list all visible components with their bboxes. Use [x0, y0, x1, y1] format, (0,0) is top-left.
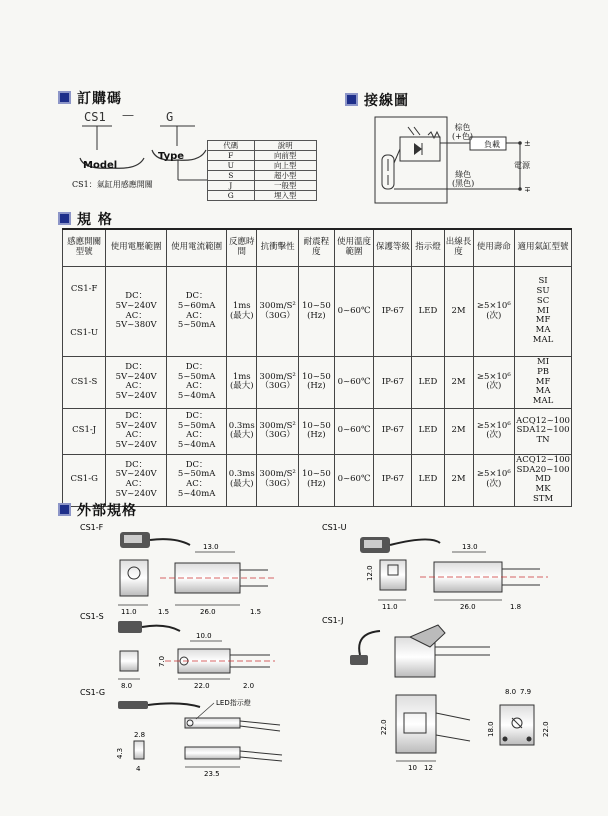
- type-code: U: [208, 161, 255, 171]
- spec-cell-line: AC：5~50mA: [177, 310, 216, 331]
- spec-cell-model: [63, 267, 106, 357]
- cs1-j-label: CS1-J: [322, 616, 344, 625]
- cs1-j-dim-r2: 22.0: [542, 721, 550, 737]
- cs1-u-label: CS1-U: [322, 523, 347, 532]
- spec-cell-protection: IP-67: [374, 267, 412, 357]
- spec-cell-indicator: LED: [412, 408, 444, 454]
- cs1-j-dim-a: 10: [408, 764, 417, 772]
- model-label: Model: [83, 160, 118, 171]
- cs1-j-body-drawing: [395, 625, 490, 677]
- spec-cell-line: 1ms: [232, 371, 251, 382]
- spec-cell-line: MF: [535, 315, 551, 326]
- spec-cell-line: ACQ12~100: [516, 415, 570, 426]
- spec-header-response: 反應時間: [227, 229, 257, 267]
- wire-brown-label: [452, 123, 473, 141]
- spec-table: [62, 228, 572, 507]
- spec-cell-model: [63, 454, 106, 506]
- spec-cell-line: 10~50: [301, 469, 331, 480]
- spec-cell-protection: IP-67: [374, 408, 412, 454]
- spec-cell-line: DC：5V~240V: [115, 290, 157, 311]
- load-label: 負載: [484, 140, 500, 149]
- type-code-table: [207, 140, 317, 201]
- spec-cell-cable: 2M: [444, 357, 473, 409]
- section-bullet-icon: [58, 91, 71, 104]
- spec-cell-line: （30G）: [260, 430, 295, 441]
- cs1-j-dim-b: 12: [424, 764, 433, 772]
- spec-cell-indicator: LED: [412, 357, 444, 409]
- spec-cell-line: DC：5V~240V: [115, 459, 157, 480]
- ordering-heading: 訂購碼: [58, 88, 122, 108]
- spec-cell-response: [227, 408, 257, 454]
- dimensions-heading: 外部規格: [58, 500, 137, 520]
- spec-cell-line: ≥5×10⁶: [476, 420, 511, 431]
- spec-cell-line: CS1-U: [70, 327, 99, 338]
- type-code-header-code: 代碼: [208, 141, 255, 151]
- spec-cell-line: (最大): [229, 430, 254, 441]
- spec-cell-indicator: LED: [412, 454, 444, 506]
- spec-cell-line: 1ms: [232, 300, 251, 311]
- code-type: G: [166, 110, 174, 124]
- spec-cell-current: [166, 454, 226, 506]
- cs1-u-dim-a: 11.0: [382, 603, 398, 611]
- spec-cell-protection: IP-67: [374, 357, 412, 409]
- spec-cell-cylinders: [515, 408, 572, 454]
- spec-cell-line: ≥5×10⁶: [476, 469, 511, 480]
- spec-cell-line: 10~50: [301, 371, 331, 382]
- spec-cell-voltage: [106, 454, 167, 506]
- spec-cell-response: [227, 357, 257, 409]
- cs1-s-dim-a: 8.0: [121, 682, 133, 690]
- spec-row: [63, 357, 572, 409]
- wiring-heading: 接線圖: [345, 90, 409, 110]
- spec-cell-line: 10~50: [301, 420, 331, 431]
- spec-header-row: [63, 229, 572, 267]
- spec-cell-line: MK: [535, 484, 551, 495]
- cs1-u-dim-h: 12.0: [366, 565, 374, 581]
- cs1-f-photo-icon: [120, 532, 190, 548]
- spec-cell-line: (次): [486, 310, 502, 321]
- spec-header-indicator: 指示燈: [412, 229, 444, 267]
- spec-cell-voltage: [106, 408, 167, 454]
- spec-cell-life: [473, 454, 515, 506]
- power-label: 電源: [514, 161, 530, 170]
- spec-cell-line: SI: [538, 276, 548, 287]
- type-code: F: [208, 151, 255, 161]
- cs1-s-dim-c: 22.0: [194, 682, 210, 690]
- spec-cell-line: AC：5V~240V: [115, 381, 157, 402]
- spec-cell-line: AC：5~40mA: [177, 381, 216, 402]
- spec-cell-line: CS1-J: [72, 425, 97, 436]
- cs1-f-dim-top: 13.0: [203, 543, 219, 551]
- spec-cell-cylinders: [515, 267, 572, 357]
- spec-cell-line: 0.3ms: [228, 469, 255, 480]
- cs1-u-dim-d: 1.8: [510, 603, 522, 611]
- spec-cell-line: AC：5V~380V: [115, 310, 157, 331]
- spec-cell-indicator: LED: [412, 267, 444, 357]
- spec-header-temp: 使用溫度範圍: [334, 229, 374, 267]
- spec-cell-line: DC：5~50mA: [177, 361, 216, 382]
- code-model: CS1: [84, 110, 106, 124]
- wire-green-label: [452, 170, 474, 188]
- spec-cell-line: SDA20~100: [516, 464, 570, 475]
- type-desc: 向前型: [254, 151, 316, 161]
- spec-cell-line: 10~50: [301, 300, 331, 311]
- spec-row: [63, 267, 572, 357]
- type-code-row: [208, 181, 317, 191]
- spec-cell-line: SU: [536, 286, 550, 297]
- spec-cell-line: STM: [532, 493, 554, 504]
- spec-cell-life: [473, 408, 515, 454]
- spec-header-voltage: 使用電壓範圍: [106, 229, 167, 267]
- type-code: S: [208, 171, 255, 181]
- spec-cell-line: 300m/S²: [259, 469, 296, 480]
- cs1-u-photo-icon: [360, 537, 440, 553]
- spec-row: [63, 408, 572, 454]
- dimension-drawings: [0, 515, 608, 810]
- spec-cell-temp: 0~60℃: [334, 357, 374, 409]
- type-code-row: [208, 151, 317, 161]
- cs1-g-dim-c: 23.5: [204, 770, 220, 778]
- brown-label: 棕色: [454, 123, 471, 132]
- spec-cell-line: DC：5V~240V: [115, 361, 157, 382]
- cs1-j-dim-t1: 8.0: [505, 688, 517, 696]
- spec-cell-current: [166, 408, 226, 454]
- spec-cell-temp: 0~60℃: [334, 267, 374, 357]
- spec-cell-line: MAL: [532, 396, 554, 407]
- spec-cell-line: MI: [537, 357, 550, 367]
- spec-cell-response: [227, 267, 257, 357]
- spec-cell-line: AC：5~40mA: [177, 430, 216, 451]
- brown-note: (+色): [452, 132, 473, 142]
- spec-cell-line: ≥5×10⁶: [476, 300, 511, 311]
- spec-header-shock: 抗衝擊性: [257, 229, 299, 267]
- minus-terminal: ∓: [524, 185, 531, 194]
- cs1-f-dim-c: 26.0: [200, 608, 216, 616]
- model-description: CS1：氣缸用感應開關: [72, 180, 153, 189]
- cs1-j-dim-t2: 7.9: [520, 688, 532, 696]
- spec-cell-line: (Hz): [307, 479, 326, 490]
- spec-cell-line: (Hz): [307, 310, 326, 321]
- diode-icon: [414, 143, 422, 155]
- cs1-s-dim-h: 7.0: [158, 655, 166, 667]
- spec-cell-line: 300m/S²: [259, 300, 296, 311]
- type-desc: 超小型: [254, 171, 316, 181]
- spec-header-vibration: 耐震程度: [299, 229, 335, 267]
- spec-cell-vibration: [299, 267, 335, 357]
- spec-cell-cylinders: [515, 357, 572, 409]
- spec-cell-model: [63, 408, 106, 454]
- type-code-row: [208, 161, 317, 171]
- cs1-g-dim-a: 4: [136, 765, 141, 773]
- cs1-g-dim-w: 2.8: [134, 731, 146, 739]
- spec-header-current: 使用電流範圍: [166, 229, 226, 267]
- spec-header-protection: 保護等級: [374, 229, 412, 267]
- cs1-g-led-callout: LED指示燈: [216, 699, 251, 707]
- cs1-j-dim-h: 22.0: [380, 719, 388, 735]
- spec-cell-line: TN: [536, 435, 550, 446]
- spec-cell-line: SDA12~100: [516, 425, 570, 436]
- spec-table-body: [63, 267, 572, 507]
- spec-cell-line: AC：5~40mA: [177, 479, 216, 499]
- spec-cell-line: （30G）: [260, 381, 295, 392]
- spec-heading: 規 格: [58, 209, 113, 229]
- spec-cell-cable: 2M: [444, 454, 473, 506]
- spec-cell-vibration: [299, 357, 335, 409]
- cs1-g-dim-h: 4.3: [116, 747, 124, 759]
- cs1-f-dim-d: 1.5: [250, 608, 262, 616]
- green-note: (黑色): [452, 179, 475, 189]
- type-desc: 向上型: [254, 161, 316, 171]
- spec-cell-vibration: [299, 408, 335, 454]
- spec-cell-line: (最大): [229, 381, 254, 392]
- spec-cell-line: ≥5×10⁶: [476, 371, 511, 382]
- type-code-row: [208, 171, 317, 181]
- type-code-row: [208, 191, 317, 201]
- spec-cell-cable: 2M: [444, 408, 473, 454]
- cs1-j-photo-icon: [350, 631, 380, 665]
- spec-cell-temp: 0~60℃: [334, 408, 374, 454]
- type-code-header-desc: 說明: [254, 141, 316, 151]
- cs1-u-dim-c: 26.0: [460, 603, 476, 611]
- spec-cell-line: (次): [486, 479, 502, 490]
- type-code-header: [208, 141, 317, 151]
- spec-cell-shock: [257, 357, 299, 409]
- cs1-s-label: CS1-S: [80, 612, 104, 621]
- type-code: J: [208, 181, 255, 191]
- spec-cell-life: [473, 267, 515, 357]
- section-bullet-icon: [345, 93, 358, 106]
- spec-cell-line: MA: [535, 325, 551, 336]
- type-desc: 一般型: [254, 181, 316, 191]
- code-dash: —: [122, 108, 134, 122]
- spec-cell-line: PB: [537, 366, 550, 377]
- spec-cell-current: [166, 267, 226, 357]
- spec-cell-line: MD: [535, 474, 551, 485]
- cs1-f-dim-b: 1.5: [158, 608, 170, 616]
- spec-cell-life: [473, 357, 515, 409]
- spec-cell-line: DC：5V~240V: [115, 410, 157, 431]
- spec-cell-line: SC: [536, 295, 550, 306]
- spec-cell-line: (最大): [229, 479, 254, 490]
- cs1-g-label: CS1-G: [80, 688, 106, 697]
- spec-cell-line: （30G）: [260, 310, 295, 321]
- spec-cell-line: ACQ12~100: [516, 454, 570, 465]
- spec-cell-line: 300m/S²: [259, 371, 296, 382]
- spec-cell-line: DC：5~50mA: [177, 410, 216, 431]
- spec-cell-shock: [257, 454, 299, 506]
- spec-cell-line: (Hz): [307, 381, 326, 392]
- cs1-u-dim-top: 13.0: [462, 543, 478, 551]
- spec-cell-line: 0.3ms: [228, 420, 255, 431]
- type-code: G: [208, 191, 255, 201]
- cs1-f-label: CS1-F: [80, 523, 104, 532]
- spec-cell-shock: [257, 408, 299, 454]
- spec-cell-cylinders: [515, 454, 572, 506]
- spec-cell-line: (最大): [229, 310, 254, 321]
- spec-cell-protection: IP-67: [374, 454, 412, 506]
- spec-cell-response: [227, 454, 257, 506]
- spec-cell-line: 300m/S²: [259, 420, 296, 431]
- cs1-s-dim-d: 2.0: [243, 682, 255, 690]
- spec-header-cable: 出線長度: [444, 229, 473, 267]
- spec-cell-line: CS1-F: [70, 283, 98, 294]
- spec-cell-shock: [257, 267, 299, 357]
- spec-cell-line: （30G）: [260, 479, 295, 490]
- spec-cell-line: (次): [486, 430, 502, 441]
- spec-cell-model: [63, 357, 106, 409]
- spec-header-life: 使用壽命: [473, 229, 515, 267]
- spec-cell-line: (次): [486, 381, 502, 392]
- cs1-s-photo-icon: [118, 621, 180, 633]
- spec-cell-line: (Hz): [307, 430, 326, 441]
- spec-cell-temp: 0~60℃: [334, 454, 374, 506]
- spec-cell-line: MAL: [532, 334, 554, 345]
- spec-cell-vibration: [299, 454, 335, 506]
- green-label: 綠色: [455, 170, 472, 179]
- spec-cell-line: MF: [535, 376, 551, 387]
- spec-cell-line: DC：5~50mA: [177, 459, 216, 480]
- spec-cell-line: CS1-S: [70, 376, 98, 387]
- spec-cell-line: CS1-G: [70, 474, 98, 485]
- type-desc: 埋入型: [254, 191, 316, 201]
- section-bullet-icon: [58, 212, 71, 225]
- cs1-j-dim-r1: 18.0: [487, 721, 495, 737]
- spec-cell-line: AC：5V~240V: [115, 430, 157, 451]
- cs1-s-dim-top: 10.0: [196, 632, 212, 640]
- spec-cell-voltage: [106, 267, 167, 357]
- cs1-g-photo-icon: [118, 701, 200, 709]
- spec-cell-cable: 2M: [444, 267, 473, 357]
- cs1-f-dim-a: 11.0: [121, 608, 137, 616]
- spec-header-model: 感應開關型號: [63, 229, 106, 267]
- spec-cell-current: [166, 357, 226, 409]
- spec-row: [63, 454, 572, 506]
- plus-terminal: ±: [524, 139, 531, 148]
- spec-cell-line: MA: [535, 386, 551, 397]
- spec-header-cylinders: 適用氣缸型號: [515, 229, 572, 267]
- type-label: Type: [158, 151, 185, 162]
- spec-cell-voltage: [106, 357, 167, 409]
- spec-cell-line: MI: [537, 305, 550, 316]
- spec-cell-line: AC：5V~240V: [115, 479, 157, 499]
- spec-cell-line: DC：5~60mA: [177, 290, 216, 311]
